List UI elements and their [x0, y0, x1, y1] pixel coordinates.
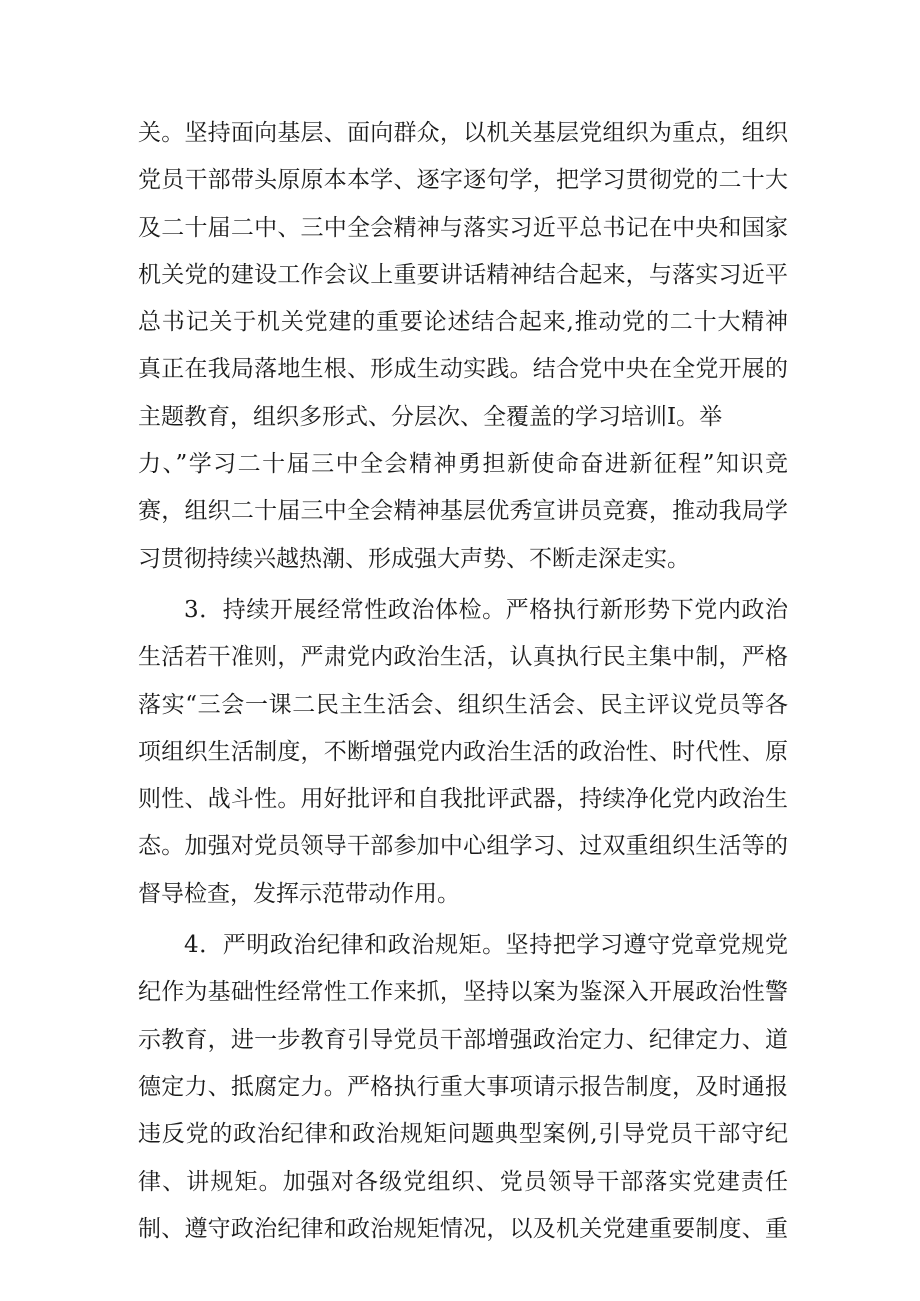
text-line: 示教育，进一步教育引导党员干部增强政治定力、纪律定力、道 — [138, 1026, 788, 1053]
text-line: 习贯彻持续兴越热潮、形成强大声势、不断走深走实。 — [138, 545, 690, 572]
text-line: 总书记关于机关党建的重要论述结合起来,推动党的二十大精神 — [138, 309, 788, 336]
text-line: 态。加强对党员领导干部参加中心组学习、过双重组织生活等的 — [138, 833, 788, 860]
text-line: 真正在我局落地生根、形成生动实践。结合党中央在全党开展的 — [138, 356, 788, 383]
text-line: 纪作为基础性经常性工作来抓，坚持以案为鉴深入开展政治性警 — [138, 979, 788, 1006]
text-line: 则性、战斗性。用好批评和自我批评武器，持续净化党内政治生 — [138, 786, 788, 813]
text-line: 及二十届二中、三中全会精神与落实习近平总书记在中央和国家 — [138, 214, 788, 241]
text-line: 3．持续开展经常性政治体检。严格执行新形势下党内政治 — [184, 596, 788, 623]
text-line: 督导检查，发挥示范带动作用。 — [138, 880, 460, 907]
text-line: 制、遵守政治纪律和政治规矩情况，以及机关党建重要制度、重 — [138, 1215, 788, 1242]
text-line: 党员干部带头原原本本学、逐字逐句学，把学习贯彻党的二十大 — [138, 167, 788, 194]
body-text — [138, 110, 788, 1253]
text-line: 生活若干准则，严肃党内政治生活，认真执行民主集中制，严格 — [138, 644, 788, 671]
text-line: 项组织生活制度，不断增强党内政治生活的政治性、时代性、原 — [138, 738, 788, 765]
paragraph-3 — [138, 922, 788, 1253]
text-line: 关。坚持面向基层、面向群众，以机关基层党组织为重点，组织 — [138, 120, 788, 146]
text-line: 德定力、抵腐定力。严格执行重大事项请示报告制度，及时通报 — [138, 1073, 788, 1100]
text-line: 机关党的建设工作会议上重要讲话精神结合起来，与落实习近平 — [138, 261, 788, 288]
text-line: 律、讲规矩。加强对各级党组织、党员领导干部落实党建责任 — [138, 1168, 788, 1195]
text-line: 落实“三会一课二民主生活会、组织生活会、民主评议党员等各 — [138, 691, 788, 718]
text-line: 违反党的政治纪律和政治规矩问题典型案例,引导党员干部守纪 — [138, 1121, 788, 1148]
paragraph-1 — [138, 110, 788, 583]
text-line: 赛，组织二十届三中全会精神基层优秀宣讲员竞赛，推动我局学 — [138, 498, 788, 525]
paragraph-2 — [138, 587, 788, 918]
text-line: 力、”学习二十届三中全会精神勇担新使命奋进新征程”知识竞 — [138, 451, 788, 478]
text-line: 主题教育，组织多形式、分层次、全覆盖的学习培训I。举 — [138, 403, 723, 430]
text-line: 4．严明政治纪律和政治规矩。坚持把学习遵守党章党规党 — [184, 932, 788, 959]
